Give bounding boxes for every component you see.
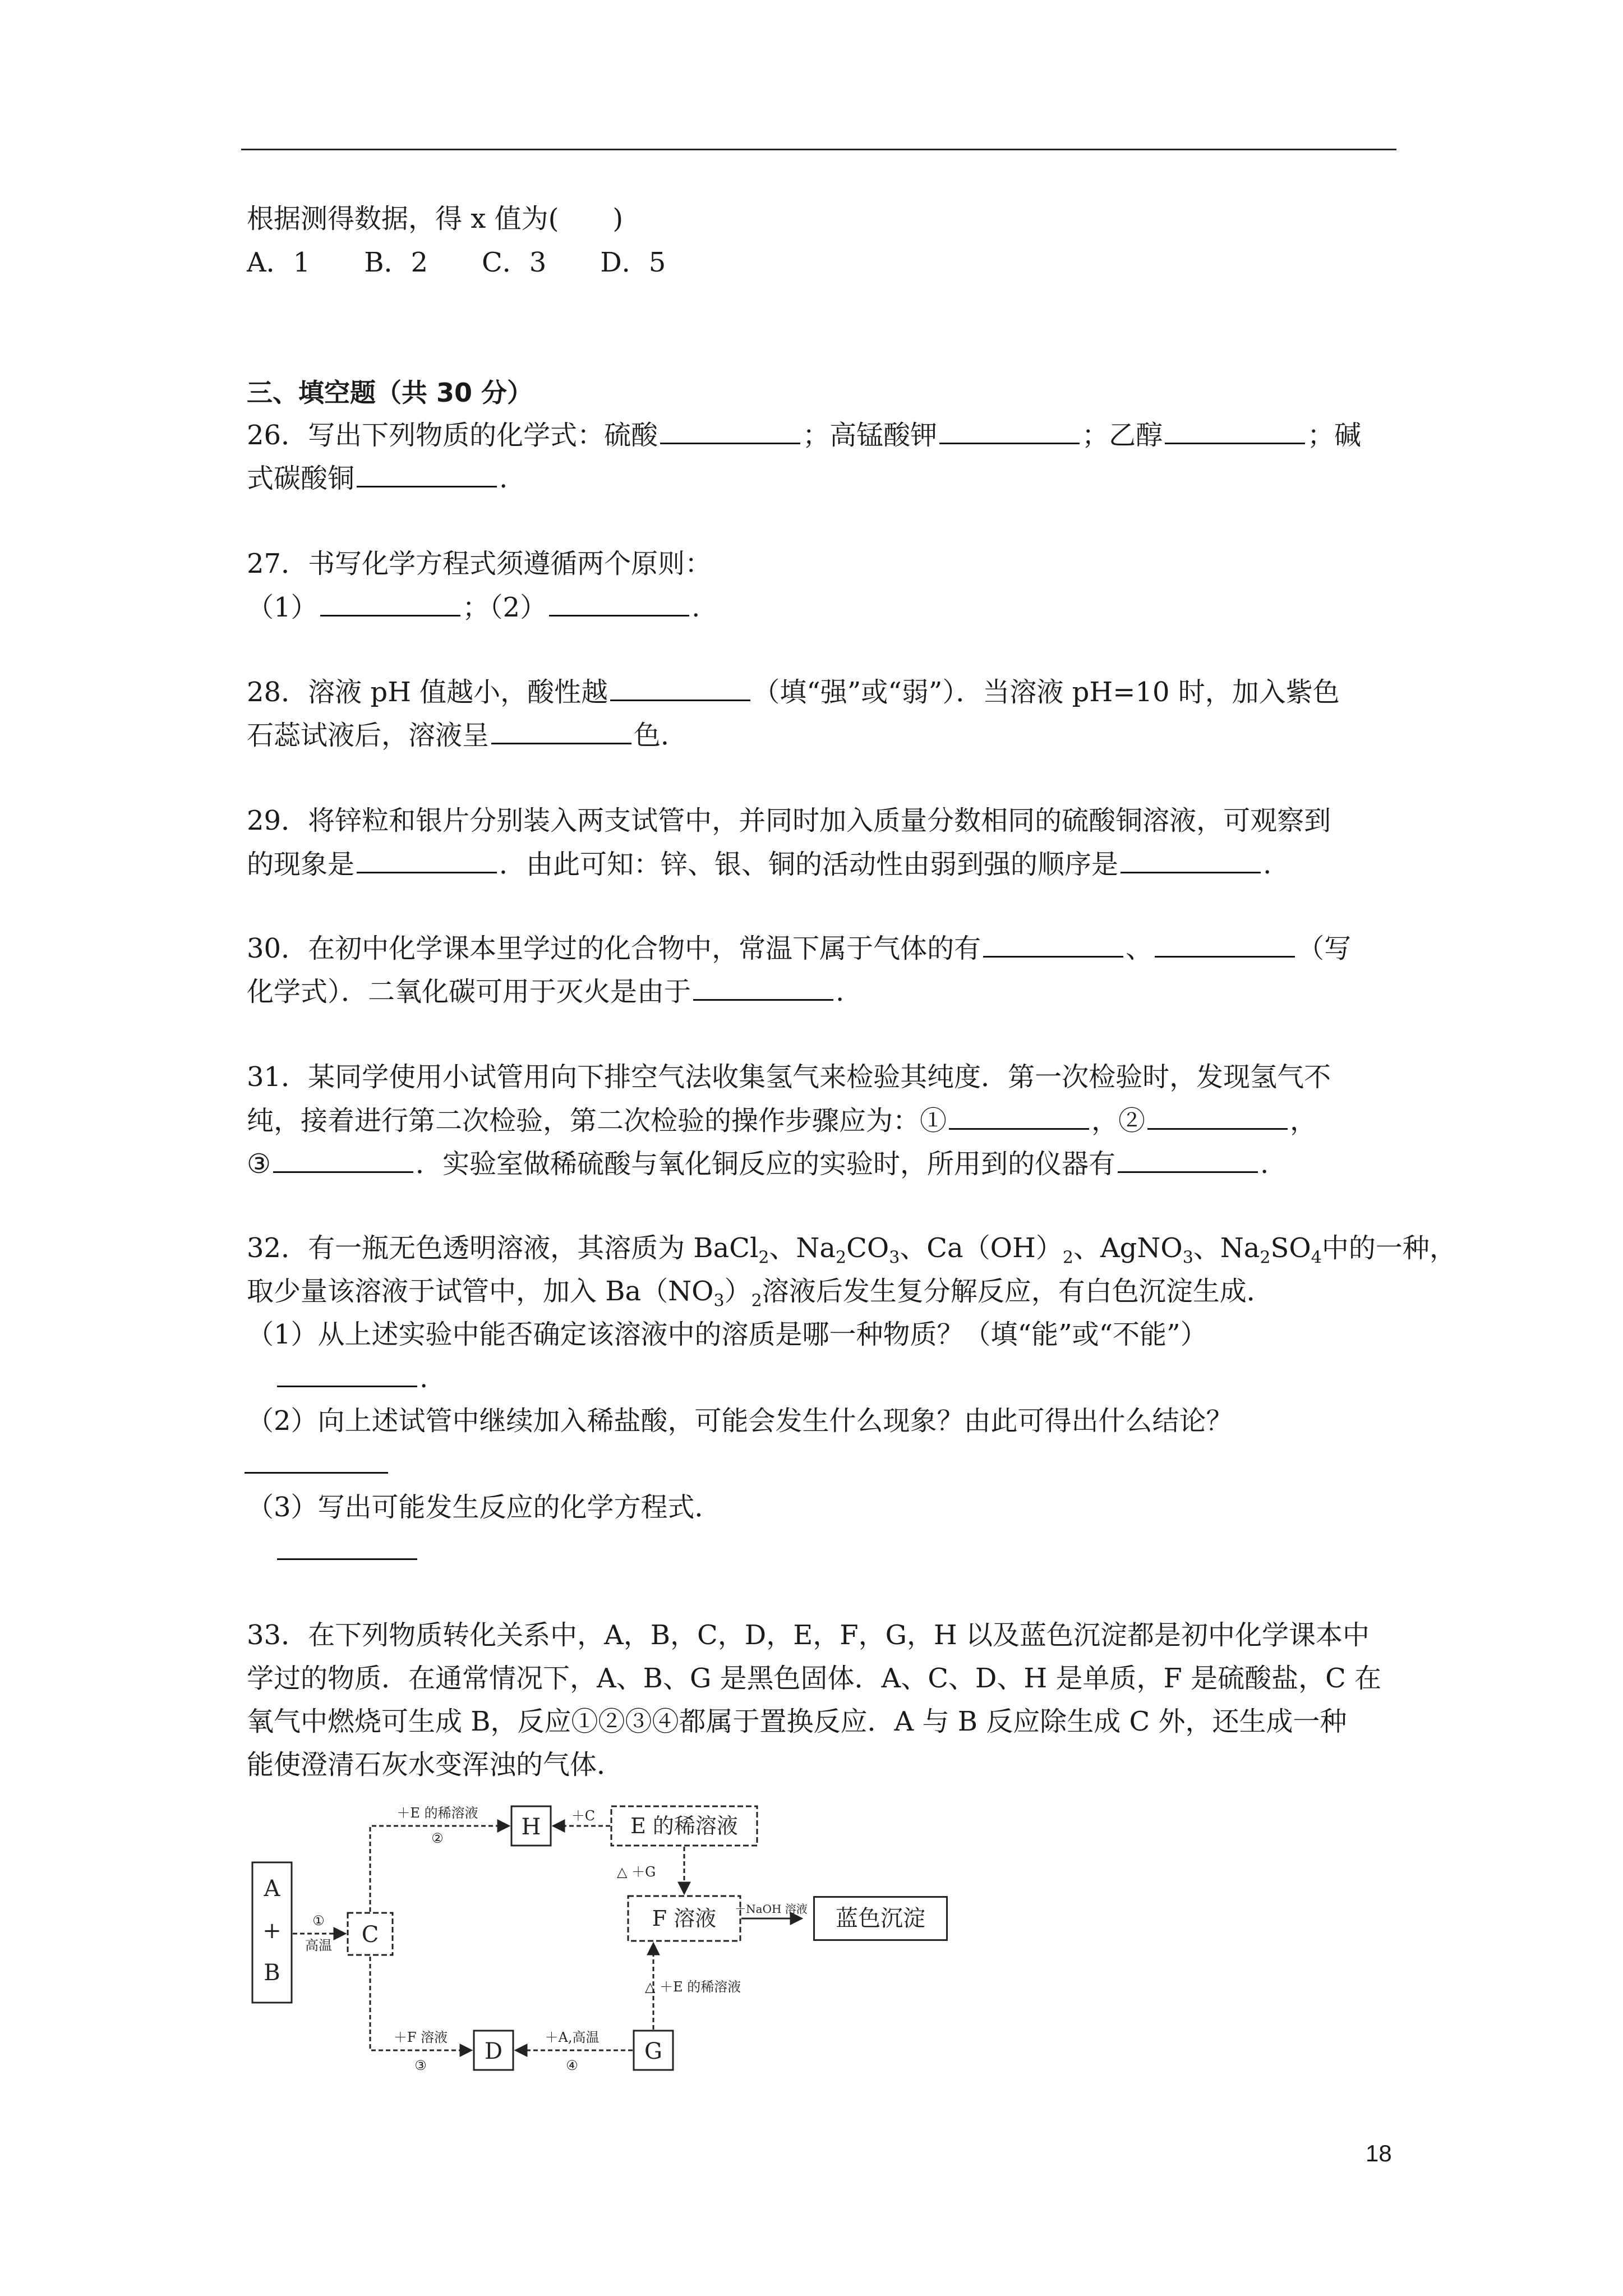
q28-line1: 28．溶液 pH 值越小，酸性越 （填“强”或“弱”）．当溶液 pH=10 时，加入紫色 — [247, 675, 1340, 709]
label-plus: + — [262, 1918, 282, 1944]
q33-line3: 氧气中燃烧可生成 B，反应①②③④都属于置换反应．A 与 B 反应除生成 C 外，还生成一种 — [247, 1706, 1347, 1737]
answer-blank[interactable] — [277, 1534, 417, 1560]
page-number: 18 — [1366, 2140, 1392, 2166]
q33-line1: 33．在下列物质转化关系中，A，B，C，D，E，F，G，H 以及蓝色沉淀都是初中化学课本中 — [247, 1619, 1370, 1651]
q27-line1: 27．书写化学方程式须遵循两个原则： — [247, 548, 712, 579]
label-blue-precipitate: 蓝色沉淀 — [836, 1906, 925, 1931]
q32-part3: （3）写出可能发生反应的化学方程式． — [247, 1492, 722, 1523]
answer-blank[interactable] — [610, 675, 750, 701]
q32-part2-answer — [245, 1447, 388, 1481]
answer-blank[interactable] — [357, 461, 497, 487]
q31-line1: 31．某同学使用小试管用向下排空气法收集氢气来检验其纯度．第一次检验时，发现氢气不 — [247, 1061, 1331, 1093]
q29-line2: 的现象是 ．由此可知：锌、银、铜的活动性由弱到强的顺序是 . — [247, 847, 1271, 881]
answer-blank[interactable] — [1118, 1147, 1258, 1173]
box-blue-precipitate — [813, 1896, 948, 1941]
arrow-hc-label: ＋C — [571, 1808, 596, 1824]
arrow3-label: ＋F 溶液 — [393, 2030, 448, 2045]
label-h: H — [521, 1814, 541, 1840]
answer-blank[interactable] — [660, 418, 800, 444]
label-d: D — [484, 2039, 503, 2064]
q30-line2: 化学式）．二氧化碳可用于灭火是由于 . — [247, 974, 844, 1009]
answer-blank[interactable] — [277, 1361, 417, 1387]
q33-line2: 学过的物质．在通常情况下，A、B、G 是黑色固体．A、C、D、H 是单质，F 是硫酸盐，C 在 — [247, 1663, 1382, 1694]
arrow1-label: ① — [312, 1913, 325, 1929]
q32-line2: 取少量该溶液于试管中，加入 $Ba(NO_3)_2$溶液后发生复分解反应，有白色沉淀生成． — [247, 1276, 1274, 1311]
arrow1-condition: 高温 — [305, 1938, 332, 1953]
header-rule — [241, 149, 1396, 150]
label-e: E 的稀溶液 — [630, 1814, 738, 1838]
arrow4-number: ④ — [566, 2058, 578, 2073]
arrow-ef-label: △ ＋G — [617, 1864, 656, 1880]
answer-blank[interactable] — [273, 1147, 413, 1173]
q25-options: A．1 B．2 C．3 D．5 — [247, 247, 666, 278]
label-g: G — [644, 2039, 662, 2064]
label-b: B — [264, 1960, 280, 1986]
answer-blank[interactable] — [939, 418, 1080, 444]
answer-blank[interactable] — [1155, 931, 1295, 958]
answer-blank[interactable] — [693, 974, 833, 1001]
answer-blank[interactable] — [491, 718, 631, 744]
answer-blank[interactable] — [1165, 418, 1305, 444]
answer-blank[interactable] — [245, 1447, 388, 1474]
answer-blank[interactable] — [983, 931, 1123, 958]
answer-blank[interactable] — [949, 1103, 1089, 1130]
q32-part1: （1）从上述实验中能否确定该溶液中的溶质是哪一种物质？（填“能”或“不能”） — [247, 1319, 1207, 1350]
answer-blank[interactable] — [357, 847, 497, 873]
q25-stem: 根据测得数据，得 x 值为( ) — [247, 203, 624, 234]
answer-blank[interactable] — [1147, 1103, 1288, 1130]
q33-line4: 能使澄清石灰水变浑浊的气体． — [247, 1749, 624, 1780]
answer-blank[interactable] — [549, 590, 689, 616]
label-a: A — [264, 1876, 280, 1902]
q30-line1: 30．在初中化学课本里学过的化合物中，常温下属于气体的有 、 （写 — [247, 931, 1351, 965]
answer-blank[interactable] — [320, 590, 460, 616]
q32-part1-answer: . — [275, 1361, 428, 1395]
q31-line3: ③ ．实验室做稀硫酸与氧化铜反应的实验时，所用到的仪器有 . — [247, 1147, 1269, 1181]
reaction-diagram — [247, 1795, 808, 2076]
arrow2-number: ② — [431, 1830, 444, 1846]
q31-line2: 纯，接着进行第二次检验，第二次检验的操作步骤应为：① ，② ， — [247, 1103, 1317, 1138]
q26-line2: 式碳酸铜 . — [247, 461, 508, 495]
arrow3-number: ③ — [414, 2058, 427, 2073]
section-title: 三、填空题（共 30 分） — [247, 378, 533, 408]
answer-blank[interactable] — [1121, 847, 1261, 873]
arrow4-label: ＋A,高温 — [545, 2030, 600, 2045]
q32-part2: （2）向上述试管中继续加入稀盐酸，可能会发生什么现象？由此可得出什么结论？ — [247, 1405, 1233, 1437]
q27-line2: （1） ；（2） . — [247, 590, 700, 624]
q32-line1: 32．有一瓶无色透明溶液，其溶质为 BaCl$_2$、$Na_2CO_3$、$Ca(OH)_2$、AgNO$_3$、$Na_2SO_4$中的一种， — [247, 1232, 1456, 1268]
arrow2-label: ＋E 的稀溶液 — [396, 1805, 478, 1821]
q32-part3-answer — [275, 1534, 419, 1568]
label-c: C — [361, 1922, 379, 1948]
q28-line2: 石蕊试液后，溶液呈 色． — [247, 718, 688, 752]
q29-line1: 29．将锌粒和银片分别装入两支试管中，并同时加入质量分数相同的硫酸铜溶液，可观察到 — [247, 805, 1331, 836]
q26-line1: 26．写出下列物质的化学式：硫酸 ；高锰酸钾 ；乙醇 ；碱 — [247, 418, 1361, 452]
label-f: F 溶液 — [652, 1906, 717, 1931]
arrow-fblue-label: ＋NaOH 溶液 — [735, 1902, 808, 1916]
arrow-gf-label: △ ＋E 的稀溶液 — [645, 1979, 741, 1995]
